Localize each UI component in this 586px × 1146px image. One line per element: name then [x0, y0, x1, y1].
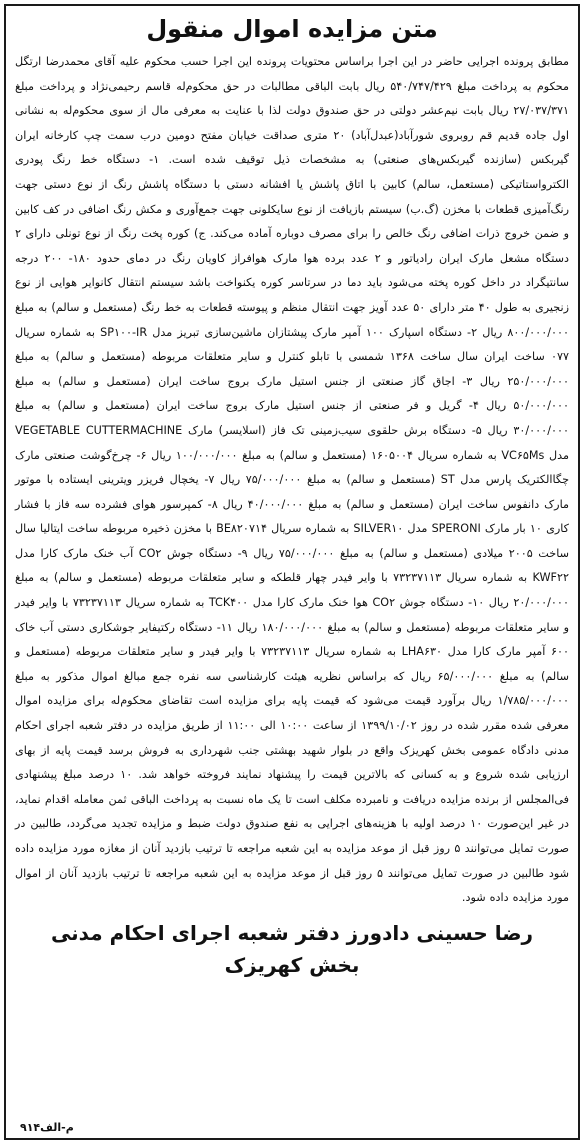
signature-name-line: رضا حسینی دادورز دفتر شعبه اجرای احکام مدنی: [50, 920, 534, 945]
signature-block: [15, 917, 569, 981]
notice-frame: [4, 4, 580, 1140]
notice-title: متن مزایده اموال منقول: [146, 15, 438, 43]
reference-code: م-الف۹۱۴: [20, 1121, 74, 1134]
signature-district-line: بخش کهریزک: [224, 952, 360, 977]
notice-body: مطابق پرونده اجرایی حاضر در این اجرا براساس محتویات پرونده این اجرا حسب محکوم علیه آقای محمدرضا ارتگل محکوم به پرداخت مبلغ ۵۴۰/۷۴۷/۴۲۹ ریال بابت الباقی مطالبات در حق محکوم‌له قاسم رحیمی‌نژاد و پرداخت مبلغ ۲۷/۰۳۷/۳۷۱ ریال بابت نیم‌عشر دولتی در حق صندوق دولت لذا با عنایت به معرفی مال از سوی محکوم‌له به نشانی اول جاده قدیم قم روبروی شورآباد(عبدل‌آباد) ۲۰ متری صداقت خیابان مفتح دومین درب سمت چپ کارخانه ایران گیربکس (سازنده گیربکس‌های صنعتی) به مشخصات ذیل توقیف شده است. ۱- دستگاه خط رنگ پودری الکترواستاتیکی (مستعمل، سالم) کابین با اتاق پاشش یا افشانه دستی با دستگاه پاشش رنگ از نوع دستی جهت رنگ‌آمیزی قطعات با مخزن (گ.ب) سیستم بازیافت از نوع سایکلونی جهت جمع‌آوری و مکش رنگ اضافی در کف کابین و ضمن خروج ذرات اضافی رنگ خالص را برای مصرف دوباره آماده می‌کند. ج) کوره پخت رنگ از نوع تونلی دارای ۲ دستگاه مشعل مارک ایران رادیاتور و ۲ عدد برده هوا مارک هوافراز کاویان رنگ در دمای حدود ۱۸۰- ۲۰۰ درجه سانتیگراد در داخل کوره پخته می‌شود باید دما در سرتاسر کوره یکنواخت باشد سیستم انتقال کانوایر هوایی از نوع زنجیری به طول ۴۰ متر دارای ۵۰ عدد آویز جهت انتقال منظم و پیوسته قطعات به خط رنگ (مستعمل و سالم) به مبلغ ۸۰۰/۰۰۰/۰۰۰ ریال ۲- دستگاه اسپارک ۱۰۰ آمپر مارک پیشتازان ماشین‌سازی تبریز مدل SP۱۰۰-IR به شماره سریال ۰۷۷ ساخت ایران سال ساخت ۱۳۶۸ شمسی با تابلو کنترل و سایر متعلقات مربوطه (مستعمل و سالم) به مبلغ ۲۵۰/۰۰۰/۰۰۰ ریال ۳- اجاق گاز صنعتی از جنس استیل مارک بروج ساخت ایران (مستعمل و سالم) به مبلغ ۵۰/۰۰۰/۰۰۰ ریال ۴- گریل و فر صنعتی از جنس استیل مارک بروج ساخت ایران (مستعمل و سالم) به مبلغ ۳۰/۰۰۰/۰۰۰ ریال ۵- دستگاه برش حلقوی سیب‌زمینی تک فاز (اسلایسر) مارک VEGETABLE CUTTERMACHINE مدل VC۶۵Ms به شماره سریال ۱۶۰۵۰۰۴ (مستعمل و سالم) به مبلغ ۱۰۰/۰۰۰/۰۰۰ ریال ۶- چرخ‌گوشت صنعتی مارک چگاالکتریک پارس مدل ST (مستعمل و سالم) به مبلغ ۷۵/۰۰۰/۰۰۰ ریال ۷- یخچال فریزر ویترینی ایستاده با موتور مارک دانفوس ساخت ایران (مستعمل و سالم) به مبلغ ۴۰/۰۰۰/۰۰۰ ریال ۸- کمپرسور هوای فشرده سه فاز با فشار کاری ۱۰ بار مارک SPERONI مدل SILVER۱۰ به شماره سریال BE۸۲۰۷۱۴ با مخزن ذخیره مربوطه ساخت ایتالیا سال ساخت ۲۰۰۵ میلادی (مستعمل و سالم) به مبلغ ۷۵/۰۰۰/۰۰۰ ریال ۹- دستگاه جوش CO۲ آب خنک مارک کارا مدل KWF۲۲ به شماره سریال ۷۳۲۳۷۱۱۳ با وایر فیدر چهار قلطکه و سایر متعلقات مربوطه (مستعمل و سالم) به مبلغ ۲۰/۰۰۰/۰۰۰ ریال ۱۰- دستگاه جوش CO۲ هوا خنک مارک کارا مدل TCK۴۰۰ به شماره سریال ۷۳۲۳۷۱۱۳ با وایر فیدر و سایر متعلقات مربوطه (مستعمل و سالم) به مبلغ ۱۸۰/۰۰۰/۰۰۰ ریال ۱۱- دستگاه رکتیفایر جوشکاری دستی آب خاک ۶۰۰ آمپر مارک کارا مدل LHA۶۳۰ به شماره سریال ۷۳۲۳۷۱۱۳ با وایر فیدر و سایر متعلقات مربوطه (مستعمل و سالم) به مبلغ ۶۵/۰۰۰/۰۰۰ ریال که براساس نظریه هیئت کارشناسی سه نفره جمع مبالغ اموال مذکور به مبلغ ۱/۷۸۵/۰۰۰/۰۰۰ ریال برآورد قیمت می‌شود که قیمت پایه برای مزایده است تقاضای محکوم‌له برای مزایده اموال معرفی شده مقرر شده در روز ۱۳۹۹/۱۰/۰۲ از ساعت ۱۰:۰۰ الی ۱۱:۰۰ از طریق مزایده در دفتر شعبه اجرای احکام مدنی دادگاه عمومی بخش کهریزک واقع در بلوار شهید بهشتی جنب شهرداری به فروش برسد قیمت پایه از بهای ارزیابی شده شروع و به کسانی که بالاترین قیمت را پیشنهاد نمایند فروخته خواهد شد. ۱۰ درصد مبلغ پیشنهادی فی‌المجلس از برنده مزایده دریافت و نامبرده مکلف است تا یک ماه نسبت به پرداخت الباقی ثمن معامله اقدام نماید، در غیر این‌صورت ۱۰ درصد اولیه با هزینه‌های اجرایی به نفع صندوق دولت ضبط و مزایده تجدید می‌گردد، طالبین در صورت تمایل می‌توانند ۵ روز قبل از موعد مزایده به این شعبه مراجعه تا ترتیب بازدید آنان از مغازه مورد مزایده داده شود طالبین در صورت تمایل می‌توانند ۵ روز قبل از موعد مزایده به این شعبه مراجعه تا ترتیب بازدید آنان از اموال مورد مزایده داده شود.: [15, 55, 570, 905]
